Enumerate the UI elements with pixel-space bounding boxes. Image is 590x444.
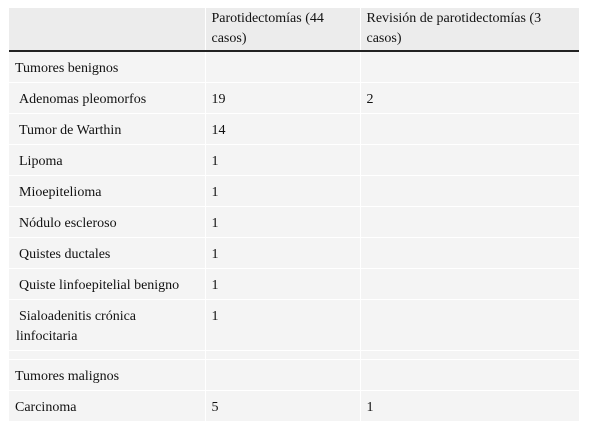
row-value-revision xyxy=(360,176,579,207)
section-cell xyxy=(360,360,579,391)
section-row-malignant xyxy=(9,360,579,391)
table-row xyxy=(9,238,579,269)
row-value-parotidectomias: 1 xyxy=(205,145,360,176)
row-value-parotidectomias: 14 xyxy=(205,114,360,145)
table-row xyxy=(9,114,579,145)
table-row xyxy=(9,391,579,422)
row-value-parotidectomias: 1 xyxy=(205,176,360,207)
row-label: Quiste linfoepitelial benigno xyxy=(19,278,180,293)
row-value-revision xyxy=(360,300,579,351)
section-label-malignant: Tumores malignos xyxy=(9,360,205,391)
row-label: Adenomas pleomorfos xyxy=(19,92,147,107)
row-value-parotidectomias: 1 xyxy=(205,269,360,300)
table-row xyxy=(9,207,579,238)
parotidectomy-table xyxy=(9,8,579,422)
row-label: Carcinoma xyxy=(15,400,77,415)
section-row-benign xyxy=(9,51,579,83)
section-label-benign: Tumores benignos xyxy=(9,51,205,83)
row-value-parotidectomias: 19 xyxy=(205,83,360,114)
table-row xyxy=(9,83,579,114)
row-value-revision xyxy=(360,114,579,145)
row-value-revision: 2 xyxy=(360,83,579,114)
row-label: Tumor de Warthin xyxy=(19,123,122,138)
spacer-row xyxy=(9,351,579,360)
section-cell xyxy=(360,51,579,83)
row-value-parotidectomias: 1 xyxy=(205,207,360,238)
row-label: Nódulo escleroso xyxy=(19,216,117,231)
row-label: Lipoma xyxy=(19,154,63,169)
row-value-revision xyxy=(360,238,579,269)
row-label: Mioepitelioma xyxy=(19,185,102,200)
row-value-parotidectomias: 5 xyxy=(205,391,360,422)
table-container xyxy=(9,8,579,434)
section-cell xyxy=(205,360,360,391)
header-empty xyxy=(9,8,205,51)
header-parotidectomias: Parotidectomías (44 casos) xyxy=(205,8,360,51)
table-row xyxy=(9,176,579,207)
row-value-revision xyxy=(360,269,579,300)
section-cell xyxy=(205,51,360,83)
row-label: Sialoadenitis crónica linfocitaria xyxy=(16,309,137,344)
table-row xyxy=(9,269,579,300)
header-revision: Revisión de parotidectomías (3 casos) xyxy=(360,8,579,51)
row-value-revision xyxy=(360,145,579,176)
table-row xyxy=(9,300,579,351)
table-row xyxy=(9,145,579,176)
row-value-revision xyxy=(360,207,579,238)
row-value-parotidectomias: 1 xyxy=(205,238,360,269)
table-header-row xyxy=(9,8,579,51)
row-label: Quistes ductales xyxy=(19,247,111,262)
row-value-parotidectomias: 1 xyxy=(205,300,360,351)
row-value-revision: 1 xyxy=(360,391,579,422)
